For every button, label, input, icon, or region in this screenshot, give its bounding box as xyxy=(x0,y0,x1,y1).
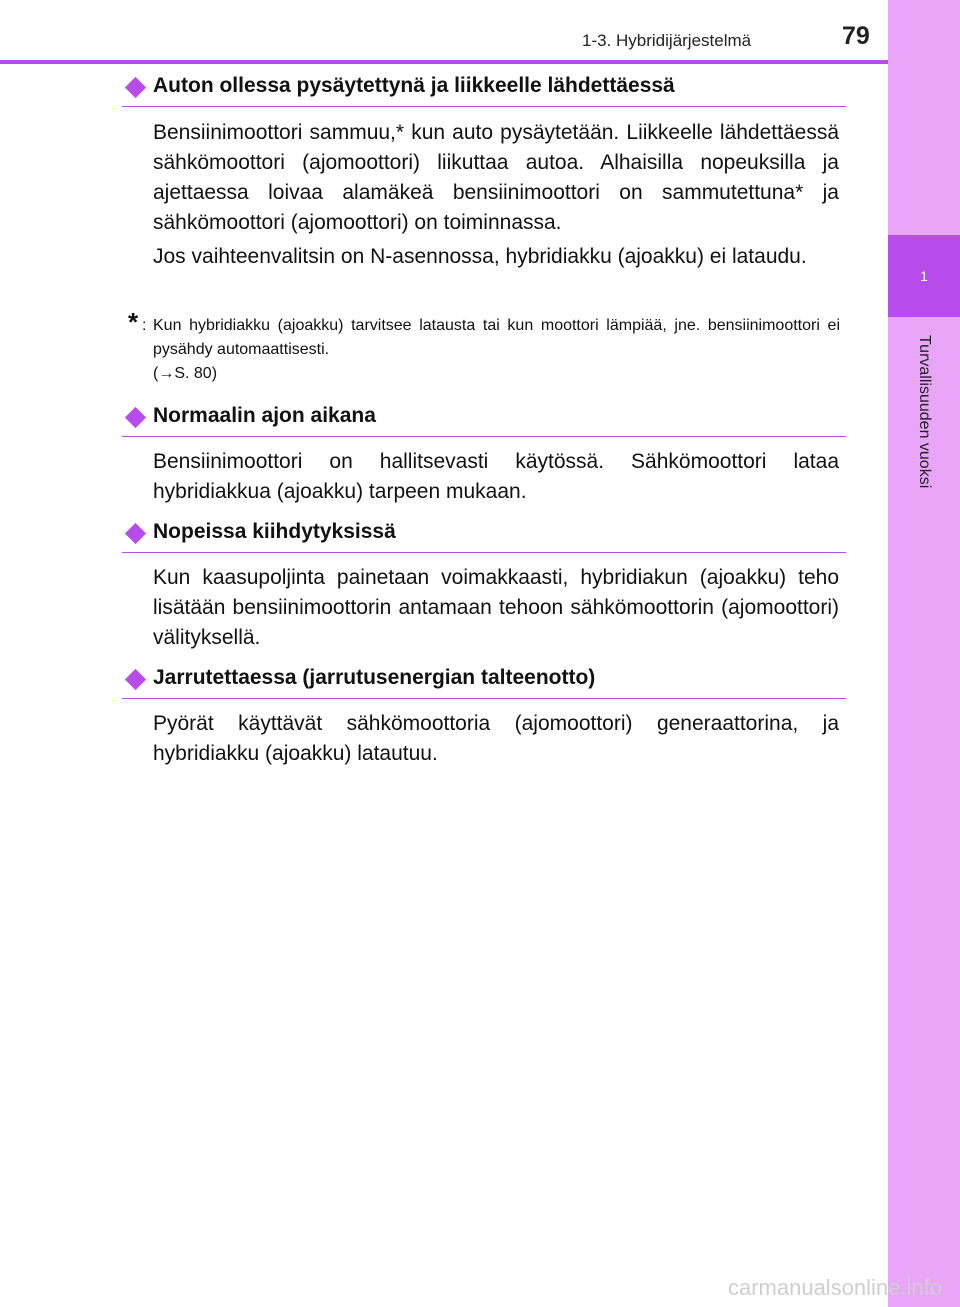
side-tab-label: Turvallisuuden vuoksi xyxy=(916,335,933,489)
footnote-marker: * xyxy=(128,307,139,337)
chapter-number: 1 xyxy=(920,268,928,284)
paragraph: Bensiinimoottori sammuu,* kun auto pysäytetään. Liikkeelle lähdettäessä sähkömoottori (ajomoottori) liikuttaa autoa. Alhaisilla nopeuksilla ja ajettaessa loivaa alamäkeä bensiinimoottori on sammutettuna* ja sähkömoottori (ajomoottori) on toiminnassa. xyxy=(153,121,839,234)
footnote-colon: : xyxy=(142,317,147,334)
diamond-bullet-icon xyxy=(125,407,146,428)
footnote-text: Kun hybridiakku (ajoakku) tarvitsee latausta tai kun moottori lämpiää, jne. bensiinimoottori ei pysähdy automaattisesti. xyxy=(153,317,840,358)
diamond-bullet-icon xyxy=(125,77,146,98)
header-rule xyxy=(0,60,888,64)
section-heading xyxy=(122,402,846,437)
section-title: Jarrutettaessa (jarrutusenergian talteenotto) xyxy=(153,666,596,689)
diamond-bullet-icon xyxy=(125,669,146,690)
page-number: 79 xyxy=(842,22,870,50)
paragraph: Kun kaasupoljinta painetaan voimakkaasti, hybridiakun (ajoakku) teho lisätään bensiinimoottorin antamaan tehoon sähkömoottorin (ajomoottori) välityksellä. xyxy=(153,566,839,649)
section-title: Nopeissa kiihdytyksissä xyxy=(153,520,396,543)
header-title: 1-3. Hybridijärjestelmä xyxy=(582,31,752,50)
section-heading xyxy=(122,664,846,699)
side-tab xyxy=(888,0,960,1307)
section-title: Auton ollessa pysäytettynä ja liikkeelle lähdettäessä xyxy=(153,74,675,97)
paragraph: Bensiinimoottori on hallitsevasti käytössä. Sähkömoottori lataa hybridiakkua (ajoakku) tarpeen mukaan. xyxy=(153,450,839,503)
watermark: carmanualsonline.info xyxy=(727,1275,942,1300)
section-title: Normaalin ajon aikana xyxy=(153,404,376,427)
paragraph: Pyörät käyttävät sähkömoottoria (ajomoottori) generaattorina, ja hybridiakku (ajoakku) latautuu. xyxy=(153,712,839,765)
section-heading xyxy=(122,518,846,553)
footnote xyxy=(128,307,840,386)
diamond-bullet-icon xyxy=(125,523,146,544)
footnote-reference: (→S. 80) xyxy=(153,365,218,382)
section-heading xyxy=(122,72,846,107)
chapter-number-box xyxy=(888,235,960,317)
paragraph: Jos vaihteenvalitsin on N-asennossa, hybridiakku (ajoakku) ei lataudu. xyxy=(153,245,807,268)
